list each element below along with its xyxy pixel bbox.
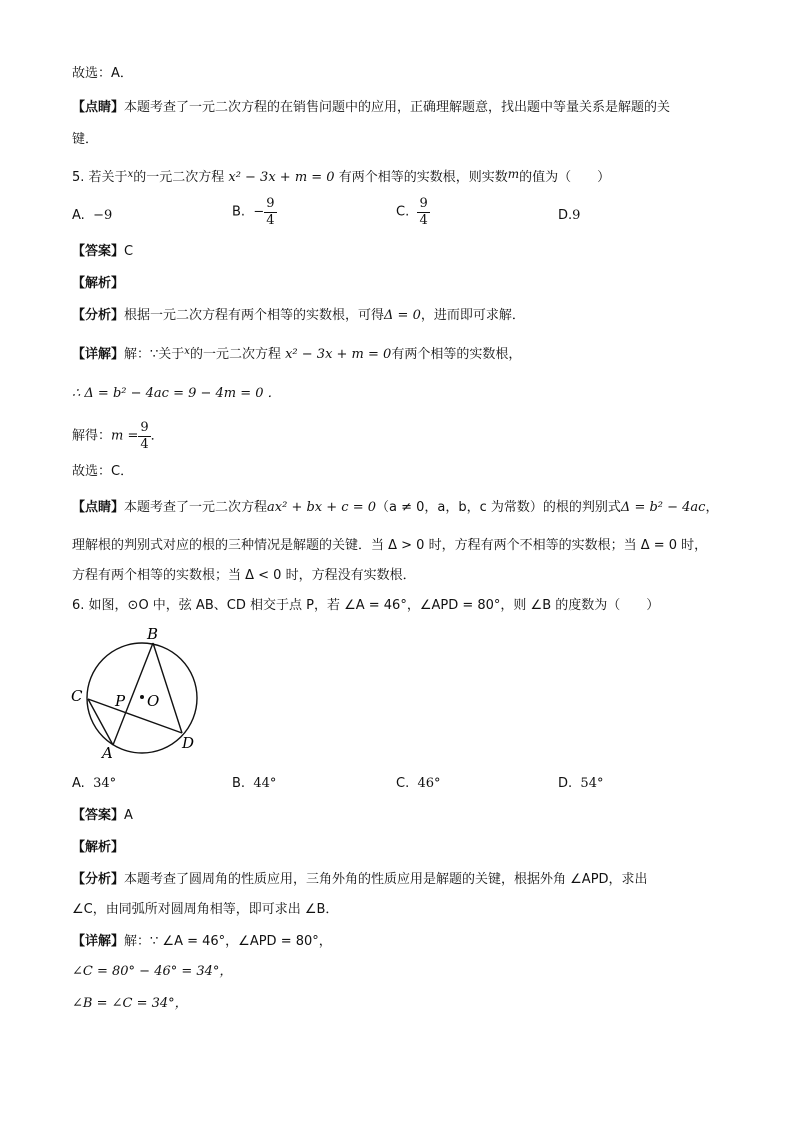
xiangjie-line xyxy=(72,342,521,365)
question-6 xyxy=(72,596,659,616)
choice-line: 故选：C． xyxy=(72,464,134,479)
equation: ax² + bx + c = 0 xyxy=(267,500,377,515)
answer-tag: 【答案】 xyxy=(72,808,125,823)
question-number: 6. xyxy=(72,598,85,613)
comment-text: 本题考查了一元二次方程的在销售问题中的应用，正确理解题意，找出题中等量关系是解题的关 xyxy=(124,100,671,115)
xiangjie-tag: 【详解】 xyxy=(72,347,125,362)
center-dot xyxy=(140,695,144,699)
option-label: A. xyxy=(72,208,85,223)
xiangjie-line xyxy=(72,932,332,952)
variable-x: x xyxy=(127,169,134,180)
fenxi-text: ，进而即可求解． xyxy=(420,308,525,323)
option-c xyxy=(396,196,430,229)
question-5 xyxy=(72,164,610,188)
xiangjie-text: 的一元二次方程 xyxy=(189,347,281,362)
label-b: B xyxy=(147,625,159,643)
label-d: D xyxy=(182,734,195,752)
question-text: 有两个相等的实数根，则实数 xyxy=(338,170,508,185)
fenxi-tag: 【分析】 xyxy=(72,872,125,887)
option-a xyxy=(72,774,116,794)
fraction xyxy=(264,196,276,229)
question-number: 5. xyxy=(72,170,85,185)
step-line-2: ∠B = ∠C = 34°， xyxy=(72,996,188,1011)
numerator: 9 xyxy=(419,196,428,211)
fenxi-line xyxy=(72,870,648,890)
question-text: 的一元二次方程 xyxy=(133,170,225,185)
option-value: 44° xyxy=(253,776,277,791)
comment-line xyxy=(72,98,670,118)
label-c: C xyxy=(71,687,83,705)
question-text: 如图，⊙O 中，弦 AB、CD 相交于点 P，若 ∠A = 46°，∠APD = 80°，则 ∠B 的度数为（ ） xyxy=(88,598,660,613)
fenxi-text: 根据一元二次方程有两个相等的实数根，可得 xyxy=(124,308,385,323)
question-text: 的值为（ ） xyxy=(519,170,611,185)
comment-tag: 【点睛】 xyxy=(72,100,125,115)
numerator: 9 xyxy=(266,196,275,211)
fenxi-text: 本题考查了圆周角的性质应用，三角外角的性质应用是解题的关键，根据外角 ∠APD，求出 xyxy=(124,872,648,887)
xiangjie-tag: 【详解】 xyxy=(72,934,125,949)
dianjing-tag: 【点睛】 xyxy=(72,500,125,515)
dianjing-text: 本题考查了一元二次方程 xyxy=(124,500,268,515)
answer-line xyxy=(72,242,133,262)
denominator: 4 xyxy=(266,213,275,228)
option-value: −9 xyxy=(93,208,113,223)
chord-cd xyxy=(88,699,182,733)
option-d xyxy=(558,206,580,226)
numerator: 9 xyxy=(140,420,149,435)
option-c xyxy=(396,774,441,794)
fenxi-tag: 【分析】 xyxy=(72,308,125,323)
equation: Δ = b² − 4ac xyxy=(620,500,706,515)
equation: x² − 3x + m = 0 xyxy=(228,170,335,185)
label-a: A xyxy=(102,744,113,762)
analysis-tag: 【解析】 xyxy=(72,840,125,855)
option-value: 34° xyxy=(93,776,117,791)
solve-line xyxy=(72,420,164,453)
answer-value: A xyxy=(124,808,133,823)
fenxi-line-2: ∠C，由同弧所对圆周角相等，即可求出 ∠B． xyxy=(72,902,339,917)
answer-line xyxy=(72,806,133,826)
answer-choice-line: 故选：A． xyxy=(72,66,133,81)
option-value: 46° xyxy=(417,776,441,791)
xiangjie-text: 有两个相等的实数根， xyxy=(391,347,522,362)
equation: m = xyxy=(111,428,139,444)
circle-figure xyxy=(66,622,206,762)
minus-sign: − xyxy=(253,204,265,220)
dianjing-line xyxy=(72,498,718,518)
option-label: A. xyxy=(72,776,85,791)
question-text: 若关于 xyxy=(88,170,128,185)
variable-m: m xyxy=(507,167,520,181)
label-o: O xyxy=(147,692,160,710)
dianjing-line-3: 方程有两个相等的实数根；当 Δ < 0 时，方程没有实数根． xyxy=(72,568,416,583)
discriminant-line: ∴ Δ = b² − 4ac = 9 − 4m = 0 ． xyxy=(72,386,281,401)
label-p: P xyxy=(115,692,126,710)
option-label: B. xyxy=(232,204,246,220)
solve-text: 解得： xyxy=(72,428,112,444)
denominator: 4 xyxy=(419,213,428,228)
fraction xyxy=(417,196,429,229)
option-label: B. xyxy=(232,776,246,791)
analysis-tag: 【解析】 xyxy=(72,276,125,291)
option-a xyxy=(72,206,112,226)
variable-x: x xyxy=(184,346,190,357)
dianjing-text: （a ≠ 0，a，b，c 为常数）的根的判别式 xyxy=(376,500,621,515)
answer-value: C xyxy=(124,244,134,259)
comment-line-cont: 键． xyxy=(72,132,99,147)
fraction xyxy=(138,420,150,453)
answer-tag: 【答案】 xyxy=(72,244,125,259)
equation: Δ = 0 xyxy=(384,308,421,323)
option-d xyxy=(558,774,603,794)
fenxi-line xyxy=(72,306,525,326)
option-label: D. xyxy=(558,208,573,223)
xiangjie-text: 解：∵ ∠A = 46°，∠APD = 80°， xyxy=(124,934,332,949)
option-b xyxy=(232,196,277,229)
option-value: 54° xyxy=(580,776,604,791)
equation: x² − 3x + m = 0 xyxy=(285,347,392,362)
option-label: D. xyxy=(558,776,573,791)
solve-text: ． xyxy=(150,428,164,444)
xiangjie-text: 解：∵关于 xyxy=(124,347,185,362)
option-value: 9 xyxy=(572,208,581,223)
step-line-1: ∠C = 80° − 46° = 34°， xyxy=(72,964,233,979)
option-b xyxy=(232,774,276,794)
dianjing-line-2: 理解根的判别式对应的根的三种情况是解题的关键．当 Δ > 0 时，方程有两个不相等的实数根；当 Δ = 0 时， xyxy=(72,538,708,553)
denominator: 4 xyxy=(140,437,149,452)
dianjing-text: ， xyxy=(705,500,719,515)
option-label: C. xyxy=(396,204,410,220)
option-label: C. xyxy=(396,776,410,791)
